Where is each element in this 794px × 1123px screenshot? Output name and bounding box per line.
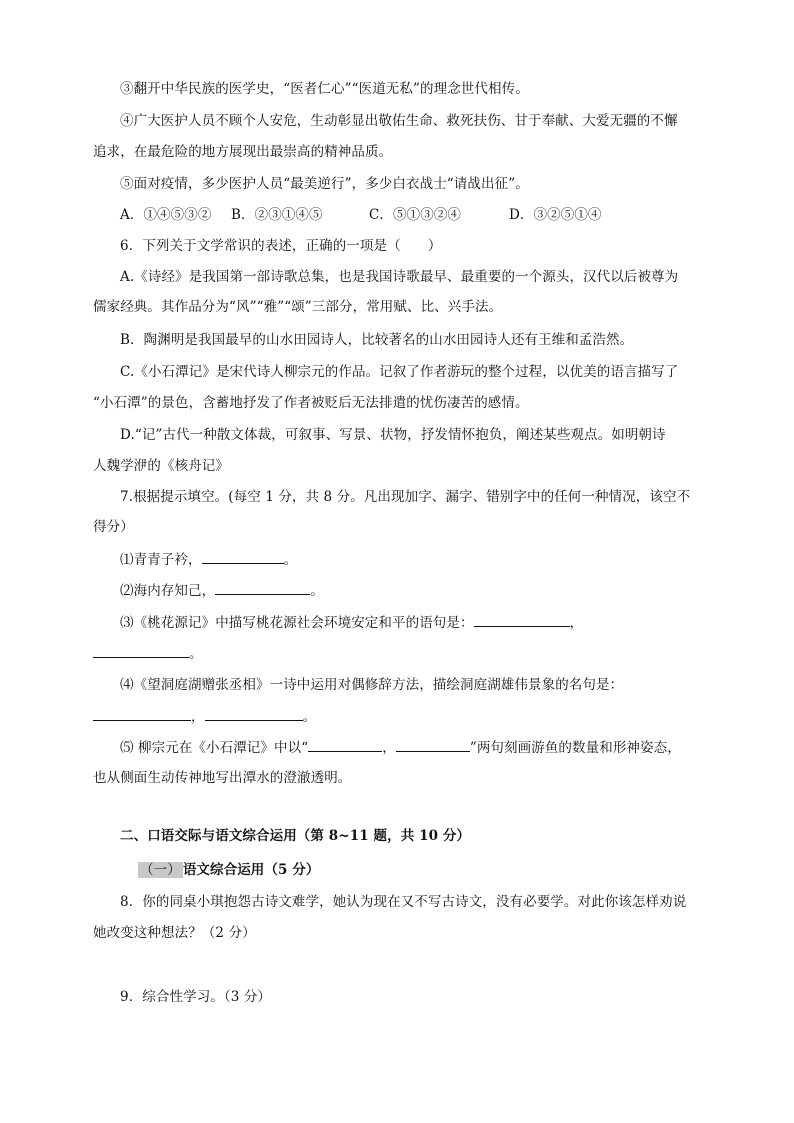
subsection-1-heading xyxy=(138,860,320,880)
q6-option-b: B．陶渊明是我国最早的山水田园诗人，比较著名的山水田园诗人还有王维和孟浩然。 xyxy=(120,332,634,348)
q5-option-a: A．①④⑤③② xyxy=(120,207,212,223)
q5-option-c: C．⑤①③②④ xyxy=(369,207,462,223)
q7-item-5-line2: 也从侧面生动传神地写出潭水的澄澈透明。 xyxy=(93,770,352,786)
period: 。 xyxy=(310,583,324,599)
answer-blank[interactable] xyxy=(396,737,470,752)
q7-item-5-text-a: ⑸ 柳宗元在《小石潭记》中以“ xyxy=(120,740,309,756)
q6-option-a-line2: 儒家经典。其作品分为“风”“雅”“颂”三部分，常用赋、比、兴手法。 xyxy=(93,299,503,315)
q7-item-3-text: ⑶《桃花源记》中描写桃花源社会环境安定和平的语句是： xyxy=(120,615,474,631)
question-9: 9．综合性学习。（3 分） xyxy=(120,989,272,1005)
question-8-line1: 8．你的同桌小琪抱怨古诗文难学，她认为现在又不写古诗文，没有必要学。对此你该怎样劝说 xyxy=(120,894,687,910)
statement-5: ⑤面对疫情，多少医护人员“最美逆行”，多少白衣战士“请战出征”。 xyxy=(120,176,529,192)
comma: ， xyxy=(191,709,205,725)
answer-blank[interactable] xyxy=(215,580,310,595)
q7-item-5-line1 xyxy=(120,737,681,758)
answer-blank[interactable] xyxy=(308,737,382,752)
subsection-1-text: 语文综合运用（5 分） xyxy=(182,862,320,878)
q5-options xyxy=(120,205,602,225)
question-7-line1: 7.根据提示填空。(每空 1 分，共 8 分。凡出现加字、漏字、错别字中的任何一种情况，该空不 xyxy=(120,489,691,505)
q7-item-5-text-b: ”两句刻画游鱼的数量和形神姿态， xyxy=(469,740,681,756)
answer-blank[interactable] xyxy=(205,706,303,721)
q6-option-d-line2: 人魏学洢的《核舟记》 xyxy=(93,458,229,474)
comma: ， xyxy=(569,615,584,631)
q5-option-b: B．②③①④⑤ xyxy=(231,207,323,223)
q7-item-2 xyxy=(120,580,324,601)
statement-4-line1: ④广大医护人员不顾个人安危，生动彰显出敬佑生命、救死扶伤、甘于奉献、大爱无疆的不懈 xyxy=(120,113,678,129)
q6-option-c-line2: “小石潭”的景色，含蓄地抒发了作者被贬后无法排遣的忧伤凄苦的感情。 xyxy=(93,395,529,411)
q7-item-4-line1: ⑷《望洞庭湖赠张丞相》一诗中运用对偶修辞方法，描绘洞庭湖雄伟景象的名句是： xyxy=(120,677,624,693)
comma: ， xyxy=(382,740,396,756)
period: 。 xyxy=(189,646,203,662)
answer-blank[interactable] xyxy=(474,612,570,627)
question-6: 6．下列关于文学常识的表述，正确的一项是（ ） xyxy=(120,238,442,254)
answer-blank[interactable] xyxy=(202,549,284,564)
answer-blank[interactable] xyxy=(93,643,189,658)
subsection-1-tag: （一） xyxy=(140,862,181,878)
q7-item-2-text: ⑵海内存知己， xyxy=(120,583,216,599)
q6-option-d-line1: D.“记”古代一种散文体裁，可叙事、写景、状物，抒发情怀抱负，阐述某些观点。如明朝诗 xyxy=(120,427,666,443)
question-7-line2: 得分） xyxy=(93,519,134,535)
q7-item-4-line2 xyxy=(93,706,316,727)
statement-4-line2: 追求，在最危险的地方展现出最崇高的精神品质。 xyxy=(93,144,393,160)
q7-item-3-line2 xyxy=(93,643,203,664)
q6-option-a-line1: A.《诗经》是我国第一部诗歌总集，也是我国诗歌最早、最重要的一个源头，汉代以后被尊为 xyxy=(120,269,679,285)
q7-item-3-line1 xyxy=(120,612,583,633)
question-8-line2: 她改变这种想法？（2 分） xyxy=(93,925,256,941)
section-2-heading: 二、口语交际与语文综合运用（第 8~11 题，共 10 分） xyxy=(120,828,471,844)
q5-option-d: D．③②⑤①④ xyxy=(509,207,602,223)
q7-item-1-text: ⑴青青子衿， xyxy=(120,552,202,568)
q7-item-1 xyxy=(120,549,297,570)
statement-3: ③翻开中华民族的医学史，“医者仁心”“医道无私”的理念世代相传。 xyxy=(120,81,529,97)
answer-blank[interactable] xyxy=(93,706,191,721)
q6-option-c-line1: C.《小石潭记》是宋代诗人柳宗元的作品。记叙了作者游玩的整个过程，以优美的语言描写了 xyxy=(120,364,679,380)
period: 。 xyxy=(283,552,298,568)
period: 。 xyxy=(302,709,317,725)
